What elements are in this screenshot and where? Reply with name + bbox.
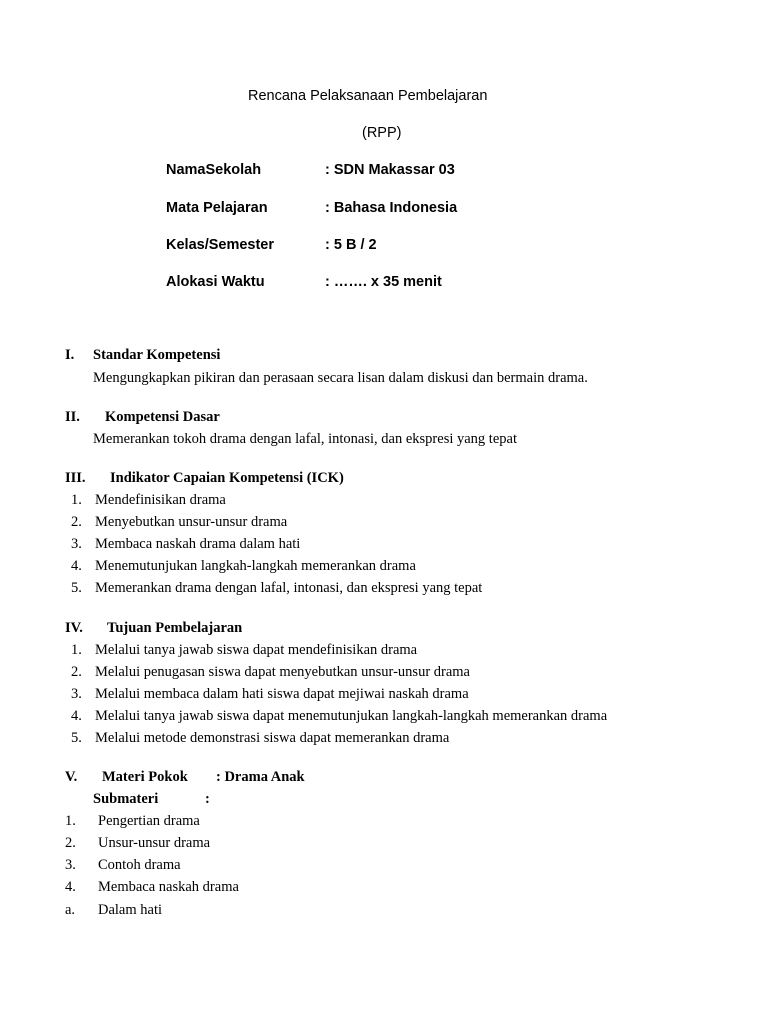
document-subtitle: (RPP) [362, 125, 402, 141]
list-item: Dalam hati [98, 902, 163, 918]
list-item-number: 3. [71, 536, 82, 552]
section-4-title: Tujuan Pembelajaran [107, 620, 243, 636]
list-item-number: 2. [65, 835, 76, 851]
list-item: Menemutunjukan langkah-langkah memerankan drama [95, 558, 416, 574]
section-1-title: Standar Kompetensi [93, 347, 221, 363]
list-item: Melalui metode demonstrasi siswa dapat memerankan drama [95, 730, 450, 746]
list-item-number: 4. [65, 879, 76, 895]
list-item-number: 5. [71, 730, 82, 746]
section-5-number: V. [65, 769, 78, 785]
list-item: Mendefinisikan drama [95, 492, 226, 508]
document-title: Rencana Pelaksanaan Pembelajaran [248, 88, 488, 104]
field-label-class: Kelas/Semester [166, 237, 275, 253]
list-item: Melalui penugasan siswa dapat menyebutkan unsur-unsur drama [95, 664, 470, 680]
section-1-text: Mengungkapkan pikiran dan perasaan secara lisan dalam diskusi dan bermain drama. [93, 370, 588, 386]
field-label-time: Alokasi Waktu [166, 274, 265, 290]
list-item: Menyebutkan unsur-unsur drama [95, 514, 288, 530]
list-item-number: 2. [71, 664, 82, 680]
list-item-number: 3. [65, 857, 76, 873]
section-5-title: Materi Pokok [102, 769, 188, 785]
list-item: Contoh drama [98, 857, 181, 873]
field-label-school: NamaSekolah [166, 162, 262, 178]
list-item: Memerankan drama dengan lafal, intonasi, dan ekspresi yang tepat [95, 580, 483, 596]
list-item-number: 3. [71, 686, 82, 702]
list-item: Membaca naskah drama dalam hati [95, 536, 301, 552]
list-item-number: 2. [71, 514, 82, 530]
field-value-time: : ……. x 35 menit [325, 274, 442, 290]
list-item: Melalui tanya jawab siswa dapat menemutunjukan langkah-langkah memerankan drama [95, 708, 608, 724]
list-item-number: 1. [65, 813, 76, 829]
section-3-title: Indikator Capaian Kompetensi (ICK) [110, 470, 344, 486]
field-label-subject: Mata Pelajaran [166, 200, 268, 216]
section-1-number: I. [65, 347, 75, 363]
section-5-title-value: : Drama Anak [216, 769, 305, 785]
list-item: Melalui membaca dalam hati siswa dapat mejiwai naskah drama [95, 686, 469, 702]
submateri-label: Submateri [93, 791, 159, 807]
list-item-number: 4. [71, 558, 82, 574]
section-2-title: Kompetensi Dasar [105, 409, 220, 425]
section-4-number: IV. [65, 620, 83, 636]
section-2-number: II. [65, 409, 80, 425]
list-item: Membaca naskah drama [98, 879, 239, 895]
list-item-number: a. [65, 902, 76, 918]
section-3-number: III. [65, 470, 86, 486]
list-item: Unsur-unsur drama [98, 835, 211, 851]
list-item-number: 4. [71, 708, 82, 724]
list-item-number: 1. [71, 642, 82, 658]
submateri-colon: : [205, 791, 210, 807]
field-value-school: : SDN Makassar 03 [325, 162, 455, 178]
list-item: Pengertian drama [98, 813, 200, 829]
field-value-class: : 5 B / 2 [325, 237, 377, 253]
list-item-number: 5. [71, 580, 82, 596]
field-value-subject: : Bahasa Indonesia [325, 200, 458, 216]
list-item-number: 1. [71, 492, 82, 508]
section-2-text: Memerankan tokoh drama dengan lafal, intonasi, dan ekspresi yang tepat [93, 431, 517, 447]
list-item: Melalui tanya jawab siswa dapat mendefinisikan drama [95, 642, 418, 658]
